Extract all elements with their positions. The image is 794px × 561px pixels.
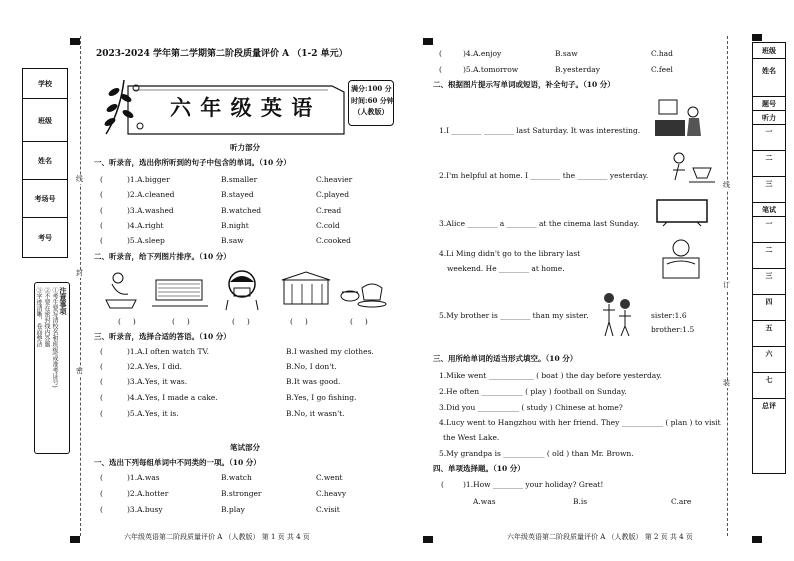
fill-sentence: 2.He often ___________ ( play ) football on Sunday. xyxy=(439,387,627,396)
option-b: B.is xyxy=(573,497,588,506)
item-paren[interactable]: ( xyxy=(100,473,103,482)
score-cell: 三 xyxy=(753,269,785,295)
notice-item: ③字迹清晰，卷面整洁 xyxy=(35,287,42,347)
girl-mask-icon xyxy=(226,271,258,310)
section-title: 四、单项选择题。（10 分） xyxy=(433,464,525,473)
item-paren[interactable]: ( xyxy=(439,49,442,58)
option-a: )5.A.tomorrow xyxy=(463,65,519,74)
info-sidebar xyxy=(22,68,68,258)
title-banner xyxy=(100,72,400,140)
corner-marker xyxy=(70,536,80,543)
answer-blank[interactable]: ( ) xyxy=(290,317,308,326)
option-a: )3.A.Yes, it was. xyxy=(127,377,188,386)
option-b: B.stayed xyxy=(221,190,254,199)
option-b: B.night xyxy=(221,221,249,230)
score-cell: 一 xyxy=(753,217,785,243)
computer-keyboard-icon xyxy=(152,280,208,306)
item-paren[interactable]: ( xyxy=(100,221,103,230)
option-b: B.yesterday xyxy=(555,65,600,74)
answer-blank[interactable]: ( ) xyxy=(232,317,250,326)
option-b: B.play xyxy=(221,505,245,514)
score-time: 时间:60 分钟 xyxy=(351,95,394,105)
fill-sentence: 1.Mike went ____________ ( boat ) the day before yesterday. xyxy=(439,371,662,380)
banner-title: 六 年 级 英 语 xyxy=(170,96,314,120)
margin-mark: 线 xyxy=(76,175,83,183)
margin-mark: 线 xyxy=(723,181,730,189)
option-a: )2.A.Yes, I did. xyxy=(127,362,182,371)
score-label-item: 题号 xyxy=(753,97,785,111)
sidebar-label-name: 姓名 xyxy=(23,142,67,180)
option-a: )1.A.was xyxy=(127,473,160,482)
score-cell: 二 xyxy=(753,151,785,177)
brother-height: brother:1.5 xyxy=(651,325,695,334)
score-label-class: 班级 xyxy=(753,43,785,59)
score-total: 满分:100 分 xyxy=(351,84,392,93)
item-paren[interactable]: ( xyxy=(100,236,103,245)
answer-blank[interactable]: ( ) xyxy=(350,317,368,326)
fill-sentence: 4.Lucy went to Hangzhou with her friend. They ___________ ( plan ) to visit xyxy=(439,418,721,427)
section-title: 三、听录音，选择合适的答语。（10 分） xyxy=(94,332,231,341)
option-b: B.I washed my clothes. xyxy=(286,347,374,356)
fill-sentence: 5.My brother is ________ than my sister. xyxy=(439,311,589,320)
question-item: )4.A.right xyxy=(127,221,164,230)
section-title: 一、听录音，选出你所听到的句子中包含的单词。（10 分） xyxy=(94,158,291,167)
score-label-written: 笔试 xyxy=(753,203,785,217)
option-b: B.watch xyxy=(221,473,252,482)
option-c: C.heavier xyxy=(316,175,353,184)
notice-item: ②不要在密封线内答题 xyxy=(43,287,50,347)
item-paren[interactable]: ( xyxy=(100,393,103,402)
girl-at-computer-icon xyxy=(653,98,713,148)
exam-title: 2023-2024 学年第二学期第二阶段质量评价 A （1-2 单元） xyxy=(96,49,348,59)
sidebar-label-exam-room: 考场号 xyxy=(23,180,67,218)
option-b: B.watched xyxy=(221,206,262,215)
option-a: )1.A.I often watch TV. xyxy=(127,347,209,356)
option-c: C.went xyxy=(316,473,343,482)
section-title: 三、用所给单词的适当形式填空。（10 分） xyxy=(433,354,578,363)
score-cell: 一 xyxy=(753,125,785,151)
option-c: C.heavy xyxy=(316,489,347,498)
written-heading: 笔试部分 xyxy=(230,443,260,452)
fill-sentence: 4.Li Ming didn't go to the library last xyxy=(439,249,581,258)
corner-marker xyxy=(70,38,80,45)
corner-marker xyxy=(423,536,433,543)
fill-sentence: weekend. He ________ at home. xyxy=(447,264,565,273)
cinema-screen-icon xyxy=(653,196,713,232)
building-icon xyxy=(282,272,330,304)
item-paren[interactable]: ( xyxy=(100,377,103,386)
question-item: )5.A.sleep xyxy=(127,236,165,245)
option-b: B.No, it wasn't. xyxy=(286,409,345,418)
option-b: B.Yes, I go fishing. xyxy=(286,393,357,402)
option-b: B.smaller xyxy=(221,175,258,184)
answer-blank[interactable]: ( ) xyxy=(172,317,190,326)
section-title: 一、选出下列每组单词中不同类的一项。（10 分） xyxy=(94,458,261,467)
option-a: )4.A.Yes, I made a cake. xyxy=(127,393,218,402)
question-item: )1.A.bigger xyxy=(127,175,170,184)
item-paren[interactable]: ( xyxy=(100,505,103,514)
item-paren[interactable]: ( xyxy=(439,65,442,74)
option-c: C.played xyxy=(316,190,350,199)
item-paren[interactable]: ( xyxy=(100,489,103,498)
option-a: )5.A.Yes, it is. xyxy=(127,409,179,418)
sidebar-label-school: 学校 xyxy=(23,69,67,99)
score-cell: 七 xyxy=(753,373,785,399)
notice-box xyxy=(34,282,70,454)
section-title: 二、根据图片提示写单词或短语，补全句子。（10 分） xyxy=(433,80,615,89)
option-c: C.feel xyxy=(651,65,673,74)
corner-marker xyxy=(752,536,762,543)
item-paren[interactable]: ( xyxy=(441,480,444,489)
margin-mark: 订 xyxy=(723,281,730,289)
answer-blank[interactable]: ( ) xyxy=(118,317,136,326)
section-title: 二、听录音，给下列图片排序。（10 分） xyxy=(94,252,231,261)
sleeping-boy-icon xyxy=(657,236,707,286)
option-b: B.saw xyxy=(221,236,244,245)
score-edition: （人教版） xyxy=(353,107,389,117)
listening-heading: 听力部分 xyxy=(230,143,260,152)
question-item: )2.A.cleaned xyxy=(127,190,175,199)
sister-height: sister:1.6 xyxy=(651,311,687,320)
option-b: B.No, I don't. xyxy=(286,362,337,371)
option-c: C.had xyxy=(651,49,673,58)
picture-row xyxy=(96,266,396,314)
item-paren[interactable]: ( xyxy=(100,362,103,371)
score-cell: 六 xyxy=(753,347,785,373)
brother-sister-icon xyxy=(597,290,637,340)
option-b: B.It was good. xyxy=(286,377,341,386)
margin-mark: 密 xyxy=(76,367,83,375)
leaf-decoration-icon xyxy=(100,72,160,140)
sidebar-label-class: 班级 xyxy=(23,99,67,142)
page-footer: 六年级英语第二阶段质量评价 A （人教版） 第 2 页 共 4 页 xyxy=(507,533,693,541)
item-paren[interactable]: ( xyxy=(100,190,103,199)
margin-mark: 装 xyxy=(723,379,730,387)
right-page xyxy=(397,0,794,561)
option-a: )3.A.busy xyxy=(127,505,163,514)
score-cell: 二 xyxy=(753,243,785,269)
score-cell: 五 xyxy=(753,321,785,347)
option-a: )2.A.hotter xyxy=(127,489,169,498)
page-footer: 六年级英语第二阶段质量评价 A （人教版） 第 1 页 共 4 页 xyxy=(124,533,310,541)
fill-sentence: 3.Alice ________ a ________ at the cinema last Sunday. xyxy=(439,219,640,228)
fill-sentence: 1.I ________ ________ last Saturday. It was interesting. xyxy=(439,126,641,135)
score-label-listening: 听力 xyxy=(753,111,785,125)
margin-mark: 封 xyxy=(76,269,83,277)
option-c: C.cooked xyxy=(316,236,351,245)
option-a: A.was xyxy=(473,497,496,506)
item-paren[interactable]: ( xyxy=(100,347,103,356)
question-item: )3.A.washed xyxy=(127,206,174,215)
notice-item: ①考生要写清校名和班级(或准考证号) xyxy=(51,287,58,388)
option-c: C.read xyxy=(316,206,342,215)
item-paren[interactable]: ( xyxy=(100,409,103,418)
corner-marker xyxy=(752,34,762,41)
score-cell: 四 xyxy=(753,295,785,321)
score-table xyxy=(752,42,786,474)
score-box xyxy=(348,80,394,126)
item-paren[interactable]: ( xyxy=(100,206,103,215)
fill-sentence: the West Lake. xyxy=(443,433,500,442)
teacups-icon xyxy=(341,284,386,307)
fill-sentence: 2.I'm helpful at home. I ________ the ________ yesterday. xyxy=(439,171,649,180)
option-c: C.are xyxy=(671,497,692,506)
score-label-total: 总评 xyxy=(762,401,776,410)
notice-title: 注意事项 xyxy=(59,287,68,315)
corner-marker xyxy=(423,38,433,45)
option-b: B.saw xyxy=(555,49,578,58)
question-item: )1.How ________ your holiday? Great! xyxy=(463,480,604,489)
fill-sentence: 3.Did you ___________ ( study ) Chinese at home? xyxy=(439,403,623,412)
option-c: C.visit xyxy=(316,505,340,514)
score-label-name: 姓名 xyxy=(753,59,785,97)
washing-clothes-icon xyxy=(106,273,136,308)
item-paren[interactable]: ( xyxy=(100,175,103,184)
binding-line xyxy=(80,36,81,536)
score-cell: 三 xyxy=(753,177,785,203)
girl-cooking-icon xyxy=(649,150,719,190)
sidebar-label-exam-number: 考号 xyxy=(38,233,52,242)
option-b: B.stronger xyxy=(221,489,262,498)
option-c: C.cold xyxy=(316,221,340,230)
fill-sentence: 5.My grandpa is ___________ ( old ) than Mr. Brown. xyxy=(439,449,634,458)
option-a: )4.A.enjoy xyxy=(463,49,502,58)
